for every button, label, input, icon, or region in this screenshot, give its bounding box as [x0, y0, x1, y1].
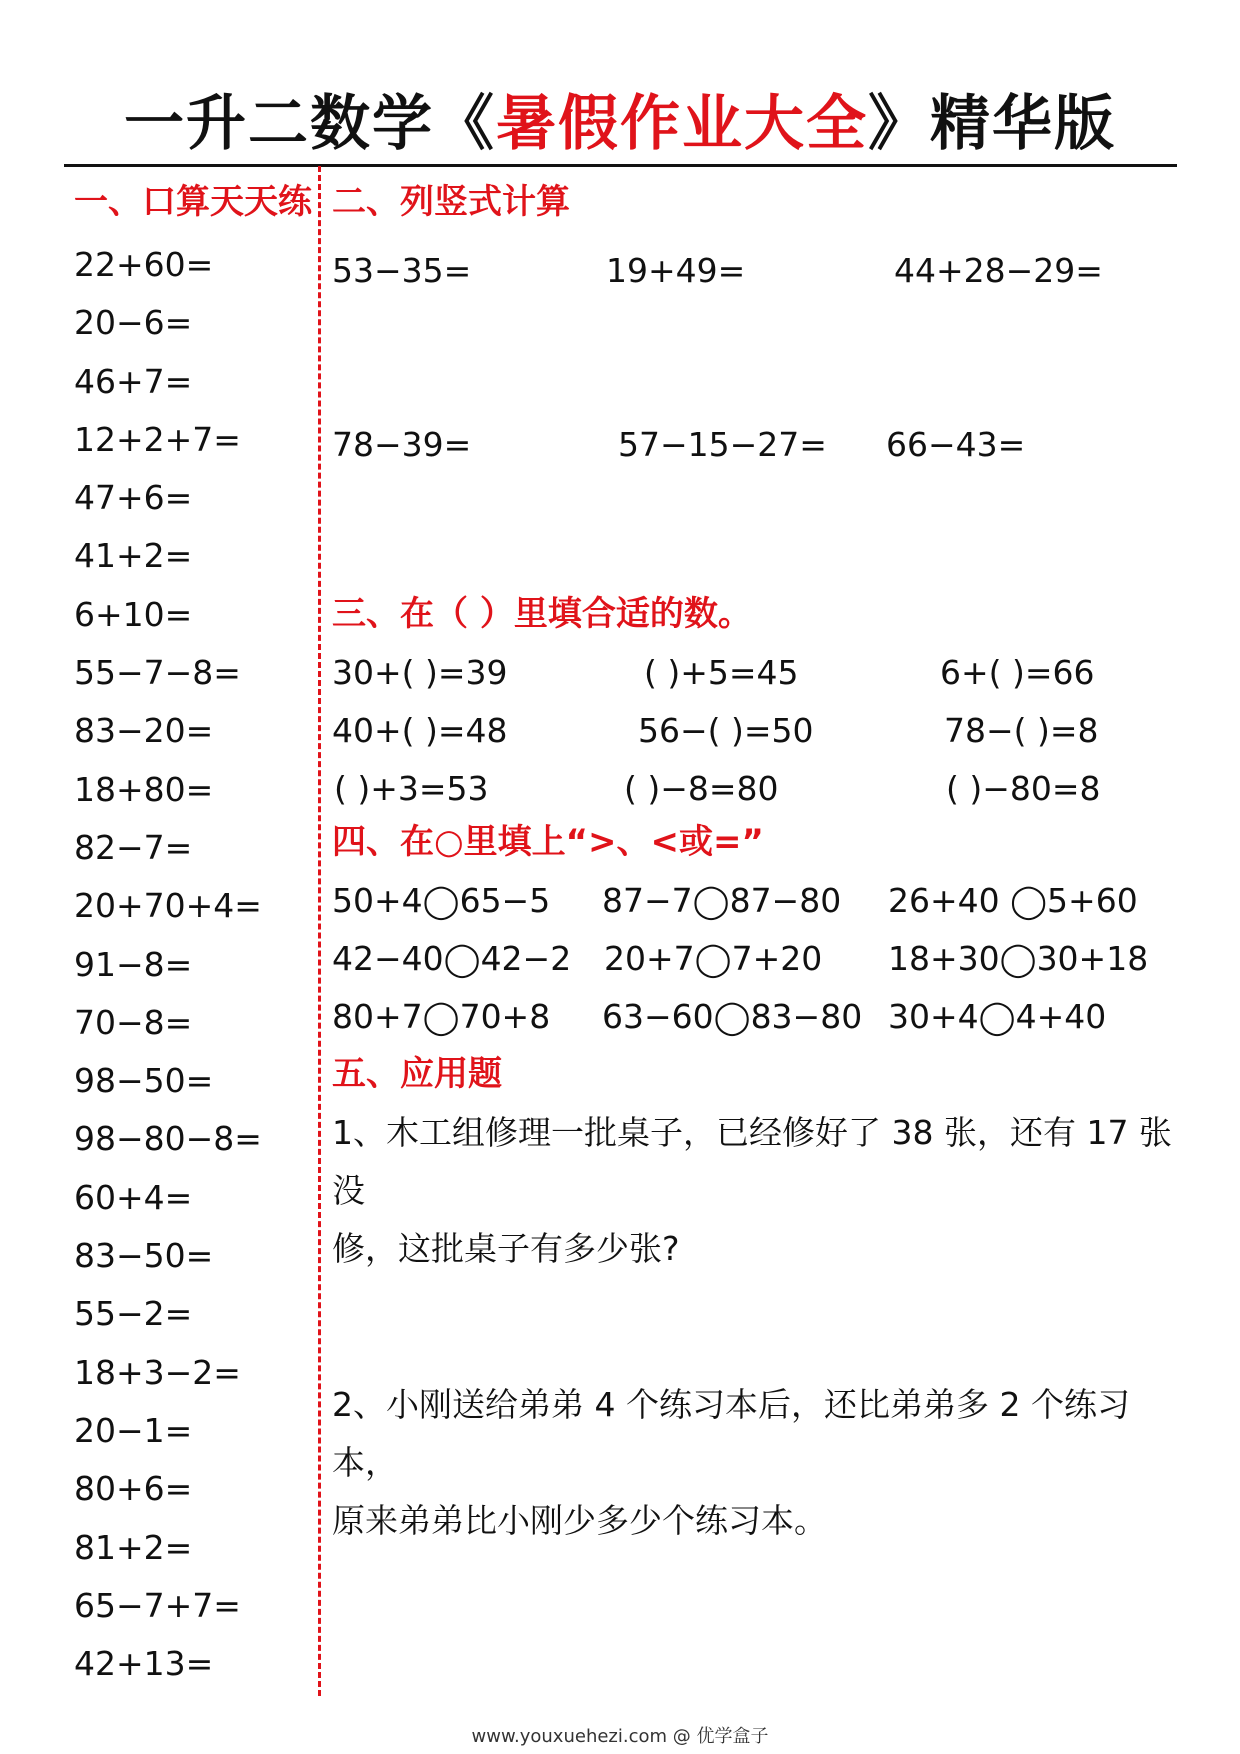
column-divider — [318, 166, 321, 1696]
section3-title: 三、在（ ）里填合适的数。 — [332, 594, 752, 634]
calc-row-1 — [332, 242, 1172, 300]
oral-problem: 80+6= — [74, 1469, 193, 1509]
compare-problem: 30+4◯4+40 — [888, 997, 1107, 1036]
oral-problem: 41+2= — [74, 536, 193, 576]
oral-problem: 20−6= — [74, 303, 193, 343]
compare-problem: 42−40◯42−2 — [332, 939, 572, 978]
oral-arithmetic-list — [74, 236, 314, 1693]
oral-problem: 12+2+7= — [74, 419, 241, 459]
fill-problem: ( )−80=8 — [946, 769, 1101, 808]
oral-problem: 82−7= — [74, 827, 193, 867]
calc-problem: 66−43= — [886, 425, 1026, 464]
oral-problem: 22+60= — [74, 245, 214, 284]
calc-problem: 57−15−27= — [618, 425, 827, 464]
fill-problem: 30+( )=39 — [332, 653, 508, 692]
title-part3: 》精华版 — [868, 89, 1116, 159]
compare-problem: 26+40 ◯5+60 — [888, 881, 1138, 920]
section4-title: 四、在○里填上“>、<或=” — [332, 822, 764, 862]
word-problem-1-line2: 修，这批桌子有多少张? — [332, 1229, 680, 1268]
fill-problem: 78−( )=8 — [944, 711, 1099, 750]
section2-title: 二、列竖式计算 — [332, 182, 570, 222]
fill-problem: 40+( )=48 — [332, 711, 508, 750]
oral-problem: 65−7+7= — [74, 1585, 241, 1625]
word-problem-2-line1: 2、小刚送给弟弟 4 个练习本后，还比弟弟多 2 个练习本， — [332, 1385, 1130, 1482]
oral-problem: 46+7= — [74, 361, 193, 401]
oral-problem: 18+80= — [74, 769, 214, 809]
oral-problem: 81+2= — [74, 1527, 193, 1567]
oral-problem: 18+3−2= — [74, 1352, 241, 1392]
fill-row-2 — [332, 702, 1172, 760]
calc-problem: 78−39= — [332, 425, 472, 464]
fill-row-1 — [332, 644, 1172, 702]
page-title — [0, 88, 1240, 160]
oral-problem: 91−8= — [74, 944, 193, 984]
oral-problem: 83−20= — [74, 711, 214, 751]
oral-problem: 83−50= — [74, 1236, 214, 1276]
section1-title: 一、口算天天练 — [74, 182, 312, 222]
oral-problem: 42+13= — [74, 1644, 214, 1684]
calc-row-2 — [332, 416, 1172, 474]
oral-problem: 98−50= — [74, 1061, 214, 1101]
fill-problem: ( )−8=80 — [624, 769, 779, 808]
word-problem-2 — [332, 1376, 1172, 1550]
compare-problem: 63−60◯83−80 — [602, 997, 863, 1036]
compare-problem: 18+30◯30+18 — [888, 939, 1149, 978]
fill-problem: ( )+5=45 — [644, 653, 799, 692]
oral-problem: 20+70+4= — [74, 886, 262, 926]
title-underline — [64, 164, 1177, 167]
oral-problem: 98−80−8= — [74, 1119, 262, 1159]
word-problem-section — [332, 1052, 1172, 1550]
word-problem-2-line2: 原来弟弟比小刚少多少个练习本。 — [332, 1501, 827, 1540]
fill-problem: ( )+3=53 — [334, 769, 489, 808]
compare-problem: 50+4◯65−5 — [332, 881, 551, 920]
vertical-calc-section — [332, 180, 1172, 474]
oral-problem: 70−8= — [74, 1002, 193, 1042]
fill-problem: 6+( )=66 — [940, 653, 1095, 692]
oral-problem: 55−7−8= — [74, 653, 241, 693]
section5-title: 五、应用题 — [332, 1054, 502, 1094]
calc-problem: 19+49= — [606, 251, 746, 290]
word-problem-1 — [332, 1104, 1172, 1278]
footer-watermark: www.youxuehezi.com @ 优学盒子 — [471, 1726, 769, 1747]
title-part1: 一升二数学《 — [124, 89, 496, 159]
fill-blank-section — [332, 592, 1172, 818]
compare-section — [332, 820, 1172, 1046]
fill-row-3 — [332, 760, 1172, 818]
compare-problem: 80+7◯70+8 — [332, 997, 551, 1036]
compare-row-2 — [332, 930, 1172, 988]
calc-problem: 44+28−29= — [894, 251, 1103, 290]
oral-problem: 20−1= — [74, 1410, 193, 1450]
calc-problem: 53−35= — [332, 251, 472, 290]
word-problem-1-line1: 1、木工组修理一批桌子，已经修好了 38 张，还有 17 张没 — [332, 1113, 1172, 1210]
oral-problem: 6+10= — [74, 594, 193, 634]
oral-problem: 55−2= — [74, 1294, 193, 1334]
fill-problem: 56−( )=50 — [638, 711, 814, 750]
compare-row-3 — [332, 988, 1172, 1046]
oral-problem: 60+4= — [74, 1177, 193, 1217]
oral-problem: 47+6= — [74, 478, 193, 518]
oral-arithmetic-section — [74, 180, 314, 1693]
compare-row-1 — [332, 872, 1172, 930]
title-highlight: 暑假作业大全 — [496, 89, 868, 159]
compare-problem: 20+7◯7+20 — [604, 939, 823, 978]
compare-problem: 87−7◯87−80 — [602, 881, 842, 920]
